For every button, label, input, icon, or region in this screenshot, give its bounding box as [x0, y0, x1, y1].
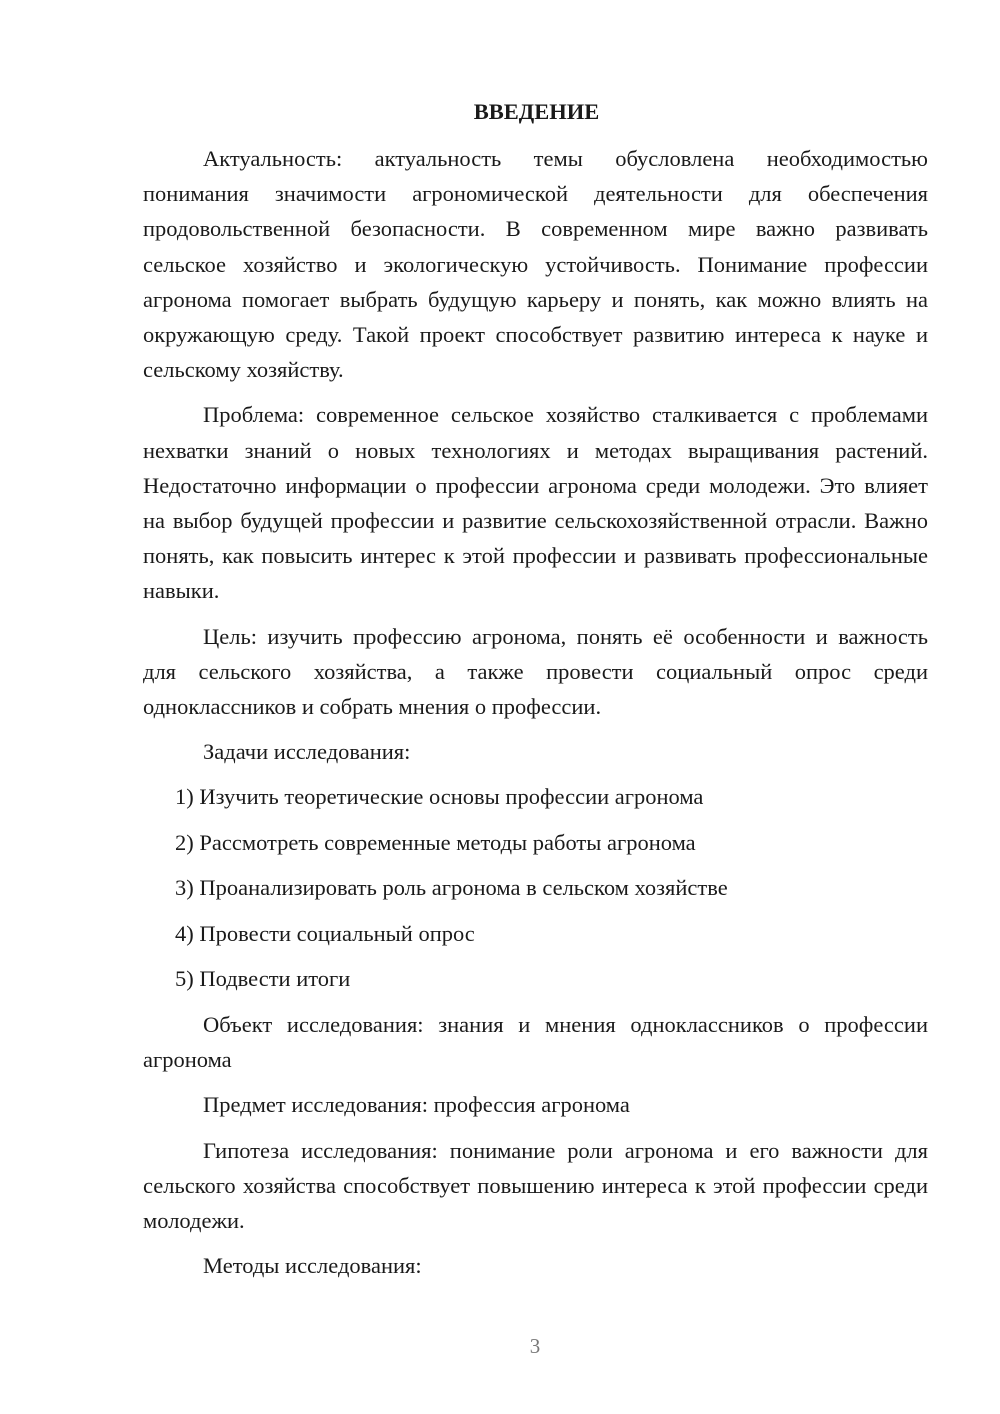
task-item: 5) Подвести итоги: [175, 966, 351, 992]
relevance-paragraph: Актуальность: актуальность темы обусловлена необходимостью понимания значимости агрономической деятельности для обеспечения продовольственной безопасности. В современном мире важно развивать сельское хозяйство и экологическую устойчивость. Понимание профессии агронома помогает выбрать будущую карьеру и понять, как можно влиять на окружающую среду. Такой проект способствует развитию интереса к науке и сельскому хозяйству.: [143, 146, 928, 383]
tasks-title: Задачи исследования:: [203, 739, 411, 765]
task-item: 1) Изучить теоретические основы профессии агронома: [175, 784, 704, 810]
page-number: 3: [529, 1334, 541, 1358]
task-item: 2) Рассмотреть современные методы работы агронома: [175, 829, 696, 855]
task-list: [143, 779, 928, 996]
document-page: [143, 94, 928, 1293]
object-paragraph: Объект исследования: знания и мнения одноклассников о профессии агронома: [143, 1011, 928, 1073]
hypothesis-paragraph: Гипотеза исследования: понимание роли агронома и его важности для сельского хозяйства способствует повышению интереса к этой профессии среди молодежи.: [143, 1137, 928, 1233]
task-item: 4) Провести социальный опрос: [175, 920, 475, 946]
page-heading: ВВЕДЕНИЕ: [473, 99, 600, 124]
problem-paragraph: Проблема: современное сельское хозяйство сталкивается с проблемами нехватки знаний о новых технологиях и методах выращивания растений. Недостаточно информации о профессии агронома среди молодежи. Это влияет на выбор будущей профессии и развитие сельскохозяйственной отрасли. Важно понять, как повысить интерес к этой профессии и развивать профессиональные навыки.: [143, 402, 928, 604]
subject-paragraph: Предмет исследования: профессия агронома: [203, 1092, 630, 1118]
task-item: 3) Проанализировать роль агронома в сельском хозяйстве: [175, 875, 728, 901]
goal-paragraph: Цель: изучить профессию агронома, понять её особенности и важность для сельского хозяйства, а также провести социальный опрос среди одноклассников и собрать мнения о профессии.: [143, 623, 928, 720]
methods-paragraph: Методы исследования:: [203, 1253, 422, 1279]
